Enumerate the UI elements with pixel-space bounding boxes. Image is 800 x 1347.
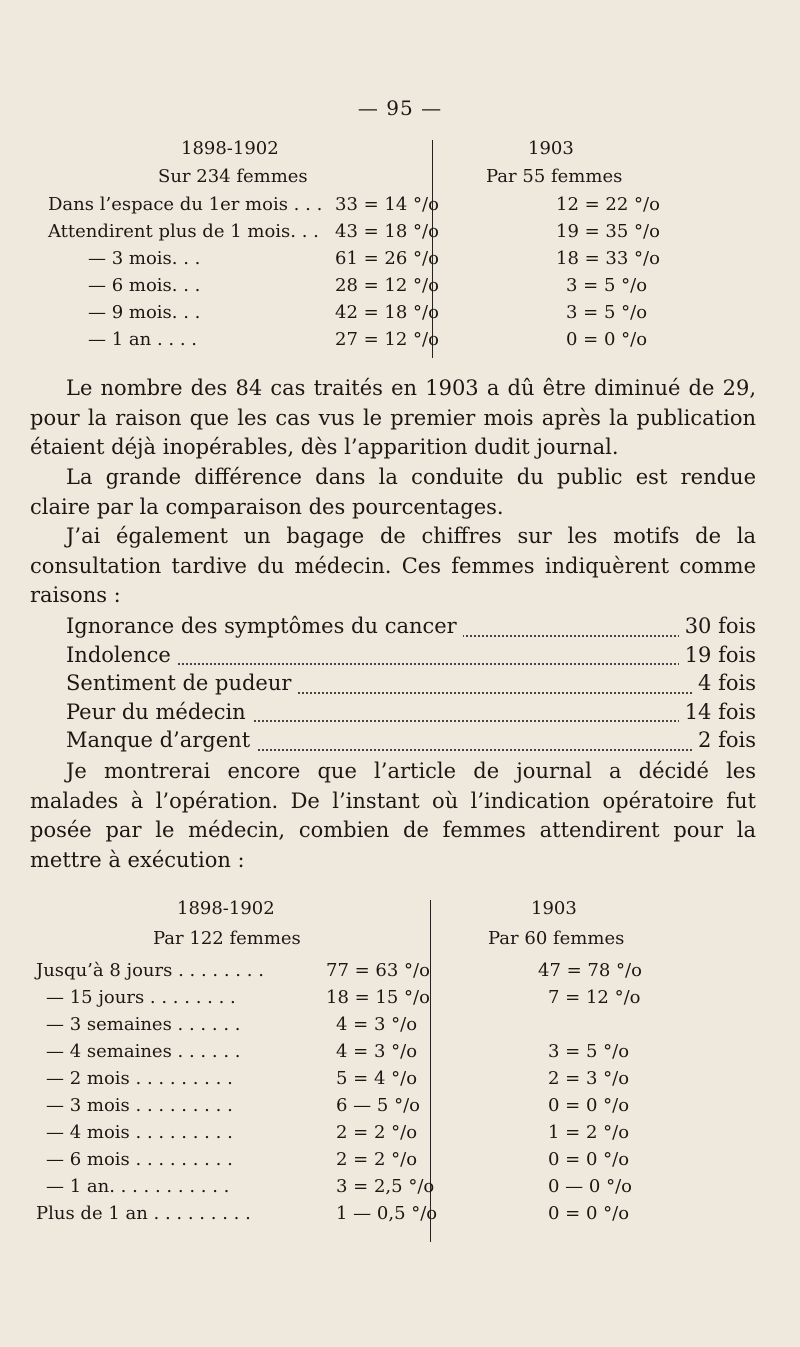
table-2-left-subheader: Par 122 femmes: [153, 928, 301, 949]
table-2-row: [36, 1068, 776, 1092]
list-item: [66, 643, 756, 672]
table-1-row: [48, 329, 788, 353]
paragraph-1: [30, 374, 756, 463]
row-label: — 9 mois. . .: [88, 302, 201, 323]
table-1-row: [48, 194, 788, 218]
row-value-1903: 1 = 2 °/o: [548, 1122, 630, 1143]
row-label: — 6 mois . . . . . . . . .: [46, 1149, 233, 1170]
row-value-1903: 0 = 0 °/o: [548, 1095, 630, 1116]
table-2-row: [36, 1149, 776, 1173]
table-2-row: [36, 1176, 776, 1200]
row-label: Jusqu’à 8 jours . . . . . . . .: [36, 960, 264, 981]
row-value-1898: 28 = 12 °/o: [335, 275, 439, 296]
row-value-1898: 3 = 2,5 °/o: [336, 1176, 435, 1197]
row-value-1903: 2 = 3 °/o: [548, 1068, 630, 1089]
row-value-1898: 2 = 2 °/o: [336, 1122, 418, 1143]
row-value-1903: 0 = 0 °/o: [548, 1203, 630, 1224]
table-1: [48, 138, 788, 358]
row-value-1898: 27 = 12 °/o: [335, 329, 439, 350]
row-value-1903: 12 = 22 °/o: [556, 194, 660, 215]
row-label: — 4 mois . . . . . . . . .: [46, 1122, 233, 1143]
row-value-1903: 3 = 5 °/o: [548, 1041, 630, 1062]
paragraph-2-text: La grande différence dans la conduite du public est rendue claire par la comparaison des pourcentages.: [30, 465, 756, 519]
row-label: — 3 mois . . . . . . . . .: [46, 1095, 233, 1116]
table-2-row: [36, 1014, 776, 1038]
row-label: — 3 mois. . .: [88, 248, 201, 269]
table-1-left-header: 1898-1902: [181, 138, 279, 159]
table-2-row: [36, 987, 776, 1011]
row-value-1898: 5 = 4 °/o: [336, 1068, 418, 1089]
row-value-1903: 18 = 33 °/o: [556, 248, 660, 269]
motif-count: 2 fois: [692, 728, 756, 752]
paragraph-3: [30, 522, 756, 611]
row-value-1903: 3 = 5 °/o: [566, 302, 648, 323]
row-label: — 4 semaines . . . . . .: [46, 1041, 241, 1062]
table-2-row: [36, 1041, 776, 1065]
row-value-1898: 43 = 18 °/o: [335, 221, 439, 242]
row-label: — 1 an. . . . . . . . . . .: [46, 1176, 230, 1197]
row-label: Plus de 1 an . . . . . . . . .: [36, 1203, 251, 1224]
row-value-1898: 4 = 3 °/o: [336, 1041, 418, 1062]
motif-name: Indolence: [66, 643, 177, 667]
row-value-1898: 6 — 5 °/o: [336, 1095, 420, 1116]
row-label: — 15 jours . . . . . . . .: [46, 987, 236, 1008]
list-item: [66, 671, 756, 700]
paragraph-4-text: Je montrerai encore que l’article de journal a décidé les malades à l’opération. De l’instant où l’indication opératoire fut posée par le médecin, combien de femmes attendirent pour la mettre à exécution :: [30, 759, 756, 873]
table-2-row: [36, 1095, 776, 1119]
motifs-list: [66, 614, 756, 757]
row-value-1898: 33 = 14 °/o: [335, 194, 439, 215]
motif-name: Peur du médecin: [66, 700, 252, 724]
row-label: — 3 semaines . . . . . .: [46, 1014, 241, 1035]
table-2-row: [36, 960, 776, 984]
row-value-1898: 42 = 18 °/o: [335, 302, 439, 323]
paragraph-4: [30, 757, 756, 876]
row-value-1898: 77 = 63 °/o: [326, 960, 430, 981]
row-value-1898: 2 = 2 °/o: [336, 1149, 418, 1170]
motif-name: Manque d’argent: [66, 728, 256, 752]
motif-name: Sentiment de pudeur: [66, 671, 297, 695]
list-item: [66, 700, 756, 729]
table-2-row: [36, 1122, 776, 1146]
list-item: [66, 728, 756, 757]
row-label: — 2 mois . . . . . . . . .: [46, 1068, 233, 1089]
row-value-1898: 18 = 15 °/o: [326, 987, 430, 1008]
row-value-1903: 0 = 0 °/o: [566, 329, 648, 350]
motif-count: 19 fois: [679, 643, 756, 667]
table-2-left-header: 1898-1902: [177, 898, 275, 919]
row-label: Attendirent plus de 1 mois. . .: [48, 221, 319, 242]
table-2-right-subheader: Par 60 femmes: [488, 928, 625, 949]
row-value-1903: 0 = 0 °/o: [548, 1149, 630, 1170]
page-number: — 95 —: [357, 96, 443, 120]
table-1-right-subheader: Par 55 femmes: [486, 166, 623, 187]
table-2-right-header: 1903: [531, 898, 577, 919]
list-item: [66, 614, 756, 643]
motif-count: 4 fois: [692, 671, 756, 695]
motif-count: 14 fois: [679, 700, 756, 724]
row-value-1903: 7 = 12 °/o: [548, 987, 641, 1008]
row-value-1898: 61 = 26 °/o: [335, 248, 439, 269]
row-value-1903: 0 — 0 °/o: [548, 1176, 632, 1197]
table-2-row: [36, 1203, 776, 1227]
row-value-1898: 4 = 3 °/o: [336, 1014, 418, 1035]
table-1-left-subheader: Sur 234 femmes: [158, 166, 308, 187]
row-label: Dans l’espace du 1er mois . . .: [48, 194, 323, 215]
table-1-row: [48, 302, 788, 326]
paragraph-3-text: J’ai également un bagage de chiffres sur les motifs de la consultation tardive du médecin. Ces femmes indiquèrent comme raisons :: [30, 524, 756, 608]
table-1-row: [48, 221, 788, 245]
row-value-1903: 47 = 78 °/o: [538, 960, 642, 981]
table-1-row: [48, 275, 788, 299]
row-value-1903: 3 = 5 °/o: [566, 275, 648, 296]
row-value-1898: 1 — 0,5 °/o: [336, 1203, 438, 1224]
table-1-right-header: 1903: [528, 138, 574, 159]
paragraph-1-text: Le nombre des 84 cas traités en 1903 a dû être diminué de 29, pour la raison que les cas vus le premier mois après la publication étaient déjà inopérables, dès l’apparition dudit journal.: [30, 376, 756, 460]
row-label: — 1 an . . . .: [88, 329, 197, 350]
row-label: — 6 mois. . .: [88, 275, 201, 296]
motif-count: 30 fois: [679, 614, 756, 638]
table-1-row: [48, 248, 788, 272]
row-value-1903: 19 = 35 °/o: [556, 221, 660, 242]
paragraph-2: [30, 463, 756, 522]
motif-name: Ignorance des symptômes du cancer: [66, 614, 463, 638]
table-2: [36, 898, 776, 1243]
